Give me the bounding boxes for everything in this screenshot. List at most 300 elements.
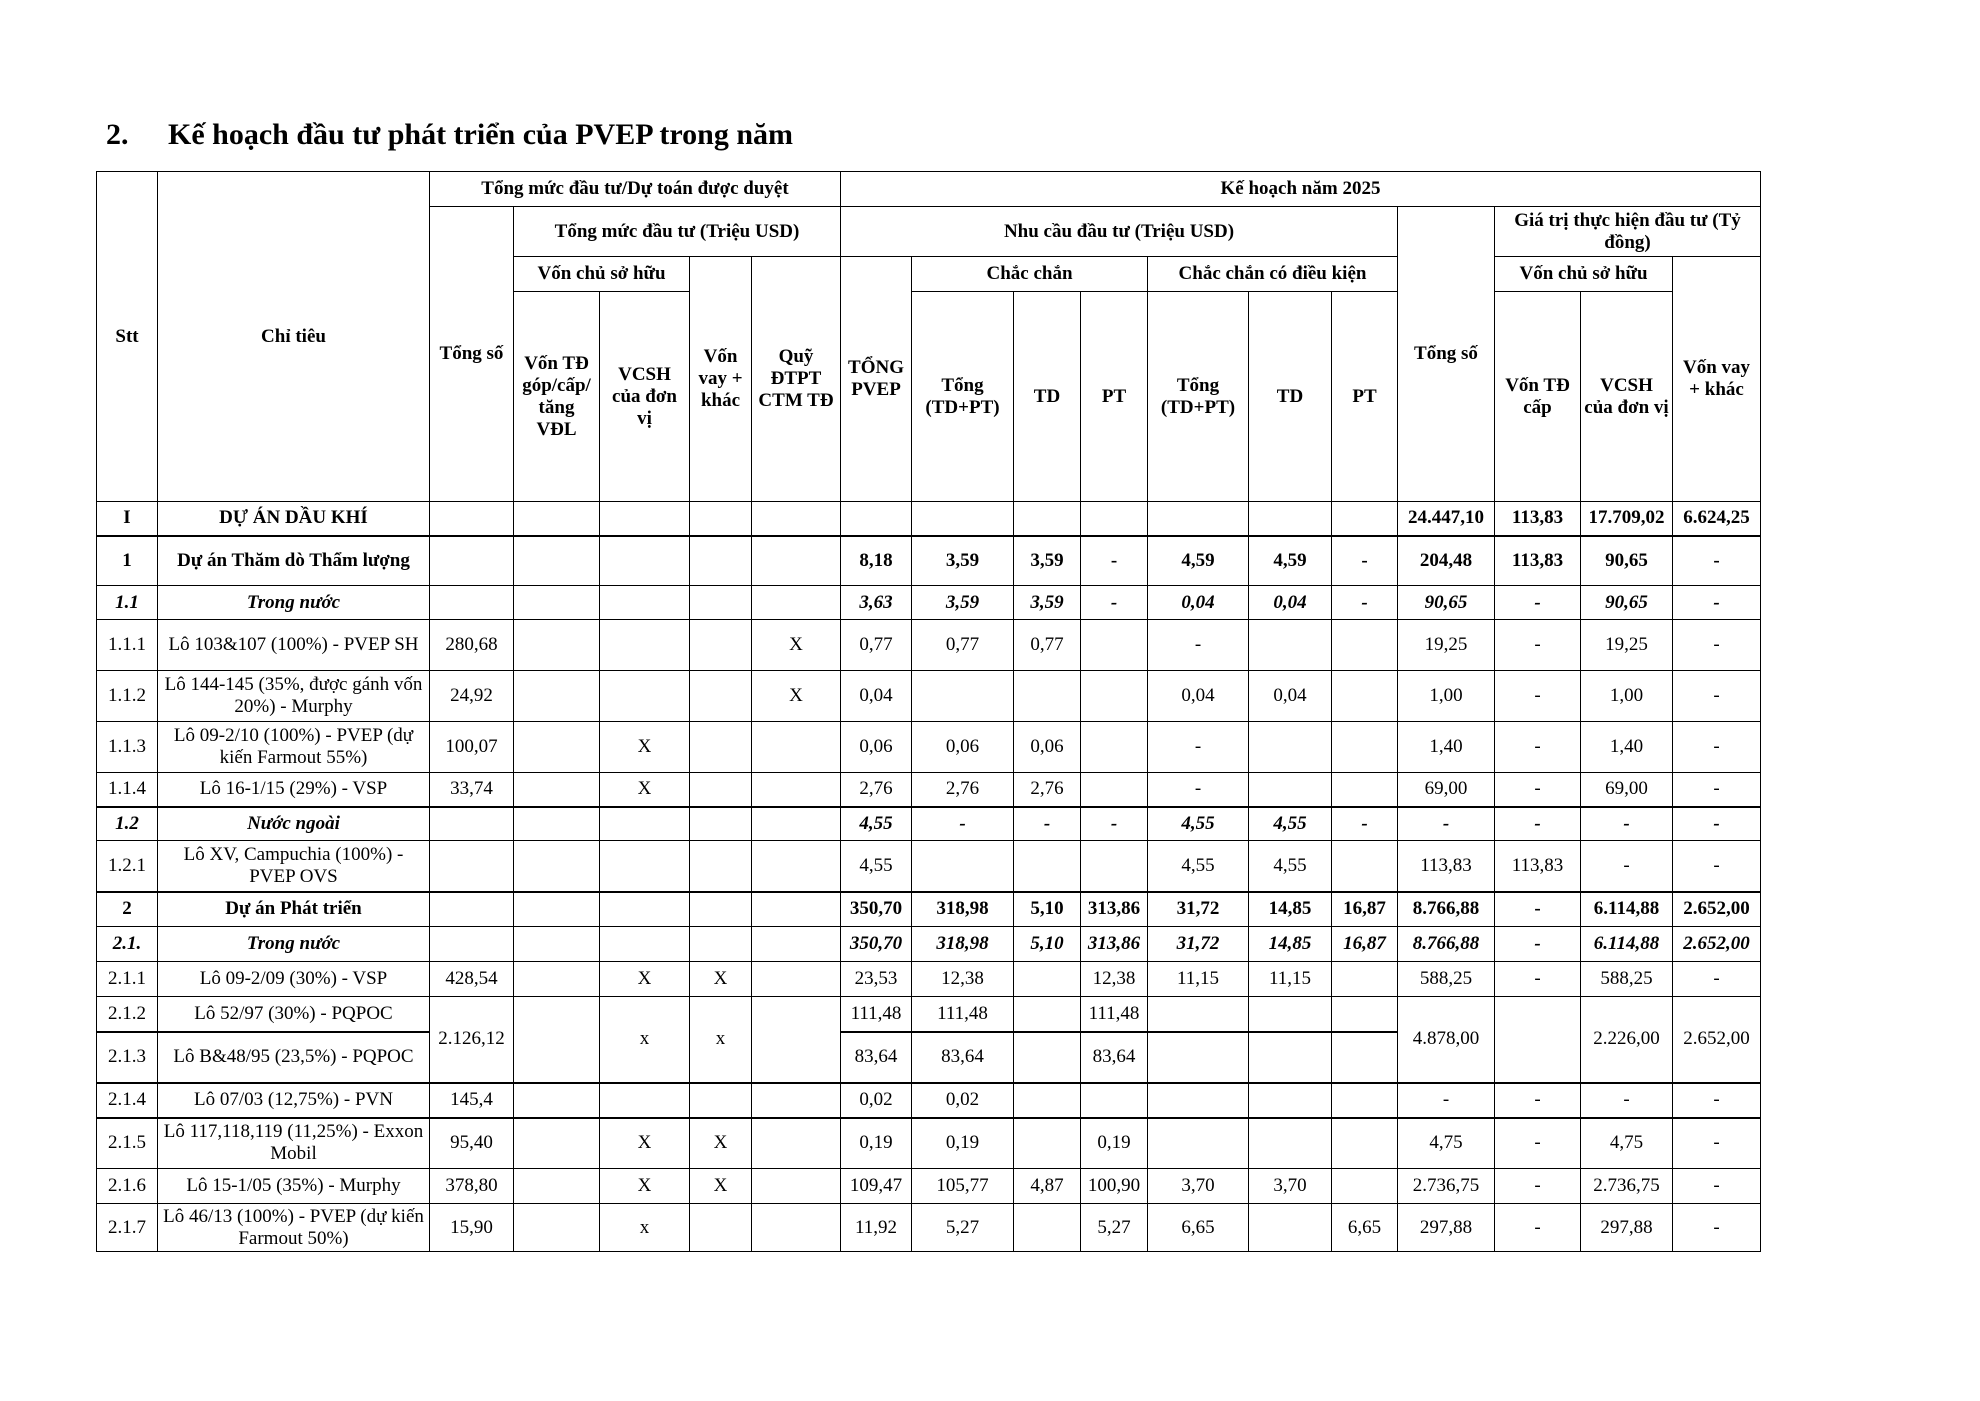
cell-cc-td [1014, 997, 1081, 1032]
cell-cc-pt: 0,19 [1081, 1118, 1148, 1169]
cell-ccdk-pt [1332, 1118, 1398, 1169]
cell-vcsh [600, 620, 690, 671]
cell-vay [690, 807, 752, 841]
cell-tong-so [430, 892, 514, 927]
cell-quy [752, 1169, 841, 1204]
cell-cc-pt [1081, 671, 1148, 722]
table-row [97, 807, 1761, 841]
cell-tong-so: 15,90 [430, 1204, 514, 1252]
cell-von-td [514, 1083, 600, 1118]
cell-cc-tong: 318,98 [912, 927, 1014, 962]
cell-vay [690, 586, 752, 620]
cell-tong-pvep: 111,48 [841, 997, 912, 1032]
cell-tong-pvep: 4,55 [841, 807, 912, 841]
header-chac-chan: Chắc chắn [912, 257, 1148, 292]
cell-tong-so [430, 536, 514, 586]
cell-cc-pt: 111,48 [1081, 997, 1148, 1032]
cell-tong-so: 428,54 [430, 962, 514, 997]
cell-ccdk-pt [1332, 773, 1398, 807]
cell-tong-so [430, 586, 514, 620]
cell-quy [752, 722, 841, 773]
cell-ccdk-tong [1148, 997, 1249, 1032]
cell-cc-pt: 313,86 [1081, 892, 1148, 927]
header-chi-tieu: Chỉ tiêu [158, 172, 430, 502]
cell-ccdk-pt [1332, 671, 1398, 722]
cell-tong-so [430, 502, 514, 536]
cell-vcsh [600, 807, 690, 841]
cell-tong-pvep: 23,53 [841, 962, 912, 997]
cell-stt: 2.1.6 [97, 1169, 158, 1204]
cell-tong-so: 100,07 [430, 722, 514, 773]
header-tong-pvep: TỔNG PVEP [841, 257, 912, 502]
header-ccdk-pt: PT [1332, 292, 1398, 502]
cell-cc-tong: 12,38 [912, 962, 1014, 997]
cell-ccdk-pt: 16,87 [1332, 927, 1398, 962]
cell-vay [690, 1204, 752, 1252]
cell-kh-tong: 8.766,88 [1398, 927, 1495, 962]
cell-quy [752, 807, 841, 841]
table-row [97, 502, 1761, 536]
cell-name: Lô 117,118,119 (11,25%) - Exxon Mobil [158, 1118, 430, 1169]
table-row [97, 722, 1761, 773]
cell-cc-pt: 5,27 [1081, 1204, 1148, 1252]
cell-ccdk-pt: 6,65 [1332, 1204, 1398, 1252]
cell-kh-vay: - [1673, 586, 1761, 620]
cell-ccdk-pt [1332, 502, 1398, 536]
cell-cc-td [1014, 1083, 1081, 1118]
cell-von-td [514, 1204, 600, 1252]
cell-von-td [514, 1169, 600, 1204]
cell-cc-tong: 111,48 [912, 997, 1014, 1032]
cell-kh-tong: 297,88 [1398, 1204, 1495, 1252]
cell-quy [752, 927, 841, 962]
cell-vay: X [690, 1118, 752, 1169]
cell-kh-tong: 19,25 [1398, 620, 1495, 671]
cell-kh-tong: - [1398, 807, 1495, 841]
cell-cc-pt [1081, 722, 1148, 773]
cell-ccdk-td [1249, 1118, 1332, 1169]
cell-ccdk-td [1249, 1083, 1332, 1118]
cell-tong-pvep: 4,55 [841, 841, 912, 892]
cell-kh-vcsh: 1,40 [1581, 722, 1673, 773]
cell-quy [752, 1118, 841, 1169]
table-header [97, 172, 1761, 502]
table-row [97, 962, 1761, 997]
cell-vay: X [690, 962, 752, 997]
cell-cc-td [1014, 671, 1081, 722]
cell-kh-von-td: - [1495, 807, 1581, 841]
cell-kh-tong: 113,83 [1398, 841, 1495, 892]
cell-kh-vcsh: 69,00 [1581, 773, 1673, 807]
cell-kh-vay: - [1673, 1118, 1761, 1169]
table-row [97, 997, 1761, 1032]
cell-tong-so [430, 807, 514, 841]
cell-ccdk-tong: 0,04 [1148, 586, 1249, 620]
cell-kh-von-td: - [1495, 586, 1581, 620]
cell-vay: X [690, 1169, 752, 1204]
cell-kh-tong: 588,25 [1398, 962, 1495, 997]
cell-kh-von-td: - [1495, 1204, 1581, 1252]
table-row [97, 1169, 1761, 1204]
cell-ccdk-tong: 31,72 [1148, 892, 1249, 927]
cell-name: Lô 15-1/05 (35%) - Murphy [158, 1169, 430, 1204]
header-tong-so-kh: Tổng số [1398, 207, 1495, 502]
cell-vcsh [600, 586, 690, 620]
cell-stt: 1.1.1 [97, 620, 158, 671]
header-von-chu-so-huu-kh: Vốn chủ sở hữu [1495, 257, 1673, 292]
cell-kh-vcsh: 2.736,75 [1581, 1169, 1673, 1204]
header-nhu-cau-usd: Nhu cầu đầu tư (Triệu USD) [841, 207, 1398, 257]
cell-tong-so: 95,40 [430, 1118, 514, 1169]
cell-ccdk-pt [1332, 841, 1398, 892]
cell-kh-von-td: - [1495, 927, 1581, 962]
cell-kh-vay: - [1673, 536, 1761, 586]
cell-kh-von-td [1495, 997, 1581, 1083]
cell-name: Lô 46/13 (100%) - PVEP (dự kiến Farmout 50%) [158, 1204, 430, 1252]
cell-cc-tong: 3,59 [912, 536, 1014, 586]
cell-kh-vay: - [1673, 671, 1761, 722]
cell-cc-td: 3,59 [1014, 536, 1081, 586]
cell-vcsh: X [600, 722, 690, 773]
cell-quy [752, 1204, 841, 1252]
cell-cc-pt [1081, 620, 1148, 671]
cell-cc-tong: 105,77 [912, 1169, 1014, 1204]
cell-ccdk-tong [1148, 502, 1249, 536]
cell-ccdk-td [1249, 502, 1332, 536]
cell-vcsh [600, 841, 690, 892]
cell-kh-vay: 2.652,00 [1673, 892, 1761, 927]
cell-ccdk-td [1249, 773, 1332, 807]
cell-kh-von-td: - [1495, 671, 1581, 722]
cell-tong-pvep: 2,76 [841, 773, 912, 807]
cell-stt: I [97, 502, 158, 536]
cell-cc-pt [1081, 773, 1148, 807]
cell-vcsh: x [600, 1204, 690, 1252]
cell-kh-vcsh: 588,25 [1581, 962, 1673, 997]
cell-stt: 1.1.4 [97, 773, 158, 807]
cell-ccdk-pt: - [1332, 807, 1398, 841]
header-cc-tong: Tổng (TD+PT) [912, 292, 1014, 502]
cell-tong-pvep: 3,63 [841, 586, 912, 620]
cell-von-td [514, 671, 600, 722]
cell-ccdk-tong: - [1148, 773, 1249, 807]
cell-quy [752, 1083, 841, 1118]
cell-cc-td: 0,06 [1014, 722, 1081, 773]
cell-stt: 2 [97, 892, 158, 927]
header-von-vay-khac: Vốn vay + khác [690, 257, 752, 502]
cell-name: Lô 103&107 (100%) - PVEP SH [158, 620, 430, 671]
cell-ccdk-tong: 31,72 [1148, 927, 1249, 962]
cell-cc-tong: 2,76 [912, 773, 1014, 807]
cell-vcsh [600, 927, 690, 962]
cell-name: Lô 09-2/09 (30%) - VSP [158, 962, 430, 997]
table-row [97, 671, 1761, 722]
header-von-chu-so-huu: Vốn chủ sở hữu [514, 257, 690, 292]
cell-cc-tong: 0,19 [912, 1118, 1014, 1169]
cell-cc-td: 0,77 [1014, 620, 1081, 671]
cell-kh-tong: 69,00 [1398, 773, 1495, 807]
cell-ccdk-pt [1332, 722, 1398, 773]
cell-ccdk-td: 0,04 [1249, 586, 1332, 620]
header-ke-hoach: Kế hoạch năm 2025 [841, 172, 1761, 207]
cell-cc-tong: 5,27 [912, 1204, 1014, 1252]
cell-kh-vay: - [1673, 807, 1761, 841]
cell-tong-so: 2.126,12 [430, 997, 514, 1083]
table-row [97, 620, 1761, 671]
table-body [97, 502, 1761, 1252]
cell-vay [690, 892, 752, 927]
cell-vay [690, 536, 752, 586]
cell-kh-von-td: - [1495, 773, 1581, 807]
cell-stt: 2.1. [97, 927, 158, 962]
cell-ccdk-pt [1332, 1083, 1398, 1118]
cell-cc-tong [912, 671, 1014, 722]
cell-cc-td [1014, 1204, 1081, 1252]
cell-name: Lô 16-1/15 (29%) - VSP [158, 773, 430, 807]
header-quy-dtpt: Quỹ ĐTPT CTM TĐ [752, 257, 841, 502]
cell-vay [690, 927, 752, 962]
cell-vcsh [600, 502, 690, 536]
cell-kh-tong: - [1398, 1083, 1495, 1118]
cell-cc-tong: 83,64 [912, 1032, 1014, 1083]
cell-cc-tong: - [912, 807, 1014, 841]
cell-ccdk-td [1249, 1204, 1332, 1252]
cell-cc-tong [912, 502, 1014, 536]
cell-ccdk-tong: 6,65 [1148, 1204, 1249, 1252]
header-tong-so: Tổng số [430, 207, 514, 502]
cell-von-td [514, 807, 600, 841]
header-ccdk-td: TD [1249, 292, 1332, 502]
cell-kh-von-td: - [1495, 962, 1581, 997]
cell-ccdk-pt: 16,87 [1332, 892, 1398, 927]
cell-cc-tong: 0,77 [912, 620, 1014, 671]
cell-stt: 2.1.5 [97, 1118, 158, 1169]
cell-vcsh [600, 1083, 690, 1118]
cell-quy [752, 586, 841, 620]
header-tong-muc-du-toan: Tổng mức đầu tư/Dự toán được duyệt [430, 172, 841, 207]
cell-quy [752, 536, 841, 586]
cell-kh-vcsh: 90,65 [1581, 536, 1673, 586]
cell-cc-pt: 100,90 [1081, 1169, 1148, 1204]
cell-name: Lô 09-2/10 (100%) - PVEP (dự kiến Farmout 55%) [158, 722, 430, 773]
cell-ccdk-td [1249, 620, 1332, 671]
cell-quy [752, 997, 841, 1083]
cell-tong-pvep: 350,70 [841, 927, 912, 962]
cell-cc-td: 4,87 [1014, 1169, 1081, 1204]
cell-tong-pvep: 0,02 [841, 1083, 912, 1118]
cell-kh-vcsh: 6.114,88 [1581, 927, 1673, 962]
cell-ccdk-pt: - [1332, 586, 1398, 620]
cell-kh-vay: - [1673, 1083, 1761, 1118]
cell-ccdk-td: 0,04 [1249, 671, 1332, 722]
cell-name: DỰ ÁN DẦU KHÍ [158, 502, 430, 536]
cell-kh-vcsh: - [1581, 1083, 1673, 1118]
cell-vay [690, 1083, 752, 1118]
cell-ccdk-tong: - [1148, 620, 1249, 671]
cell-ccdk-td: 14,85 [1249, 927, 1332, 962]
cell-name: Lô 07/03 (12,75%) - PVN [158, 1083, 430, 1118]
cell-von-td [514, 997, 600, 1083]
section-number: 2. [106, 118, 129, 151]
cell-name: Dự án Thăm dò Thẩm lượng [158, 536, 430, 586]
cell-ccdk-tong: 11,15 [1148, 962, 1249, 997]
cell-tong-pvep: 0,19 [841, 1118, 912, 1169]
cell-stt: 1.2.1 [97, 841, 158, 892]
cell-stt: 2.1.2 [97, 997, 158, 1032]
cell-ccdk-pt [1332, 1169, 1398, 1204]
cell-von-td [514, 962, 600, 997]
cell-ccdk-td: 3,70 [1249, 1169, 1332, 1204]
table-row [97, 536, 1761, 586]
cell-vay [690, 620, 752, 671]
table-row [97, 586, 1761, 620]
table-row [97, 1204, 1761, 1252]
cell-tong-pvep: 11,92 [841, 1204, 912, 1252]
header-stt: Stt [97, 172, 158, 502]
cell-ccdk-tong: 4,59 [1148, 536, 1249, 586]
cell-stt: 2.1.7 [97, 1204, 158, 1252]
cell-name: Lô B&48/95 (23,5%) - PQPOC [158, 1032, 430, 1083]
cell-kh-von-td: - [1495, 1118, 1581, 1169]
cell-von-td [514, 841, 600, 892]
cell-kh-von-td: - [1495, 1169, 1581, 1204]
cell-cc-pt: 83,64 [1081, 1032, 1148, 1083]
cell-kh-tong: 8.766,88 [1398, 892, 1495, 927]
cell-tong-pvep: 8,18 [841, 536, 912, 586]
cell-vcsh: X [600, 962, 690, 997]
cell-vcsh: X [600, 1118, 690, 1169]
cell-stt: 2.1.4 [97, 1083, 158, 1118]
cell-tong-so: 24,92 [430, 671, 514, 722]
cell-ccdk-tong: 4,55 [1148, 807, 1249, 841]
cell-cc-td [1014, 1118, 1081, 1169]
cell-cc-td [1014, 962, 1081, 997]
cell-kh-vcsh: 1,00 [1581, 671, 1673, 722]
cell-kh-von-td: - [1495, 892, 1581, 927]
cell-kh-von-td: 113,83 [1495, 502, 1581, 536]
header-chac-chan-dk: Chắc chắn có điều kiện [1148, 257, 1398, 292]
cell-ccdk-pt [1332, 997, 1398, 1032]
cell-kh-vay: - [1673, 773, 1761, 807]
cell-von-td [514, 1118, 600, 1169]
header-cc-pt: PT [1081, 292, 1148, 502]
cell-quy [752, 841, 841, 892]
cell-vcsh [600, 892, 690, 927]
cell-cc-td: - [1014, 807, 1081, 841]
cell-kh-von-td: - [1495, 1083, 1581, 1118]
cell-vcsh: x [600, 997, 690, 1083]
cell-cc-td: 5,10 [1014, 892, 1081, 927]
cell-cc-td [1014, 1032, 1081, 1083]
cell-von-td [514, 722, 600, 773]
cell-tong-pvep: 0,06 [841, 722, 912, 773]
cell-kh-vcsh: - [1581, 807, 1673, 841]
cell-kh-tong: 4,75 [1398, 1118, 1495, 1169]
cell-ccdk-td: 4,59 [1249, 536, 1332, 586]
cell-kh-tong: 90,65 [1398, 586, 1495, 620]
cell-vcsh: X [600, 773, 690, 807]
table-row [97, 1118, 1761, 1169]
cell-von-td [514, 586, 600, 620]
cell-cc-pt: 12,38 [1081, 962, 1148, 997]
cell-cc-tong [912, 841, 1014, 892]
cell-kh-vcsh: 6.114,88 [1581, 892, 1673, 927]
investment-plan-table [96, 171, 1761, 1252]
cell-von-td [514, 536, 600, 586]
table-row [97, 1083, 1761, 1118]
cell-cc-pt [1081, 1083, 1148, 1118]
cell-tong-so: 378,80 [430, 1169, 514, 1204]
cell-vay [690, 773, 752, 807]
cell-kh-vcsh: 90,65 [1581, 586, 1673, 620]
header-vcsh-don-vi-kh: VCSH của đơn vị [1581, 292, 1673, 502]
cell-stt: 1.1 [97, 586, 158, 620]
cell-kh-von-td: 113,83 [1495, 536, 1581, 586]
header-ccdk-tong: Tổng (TD+PT) [1148, 292, 1249, 502]
cell-tong-pvep: 0,04 [841, 671, 912, 722]
cell-ccdk-td: 4,55 [1249, 807, 1332, 841]
cell-ccdk-tong: 3,70 [1148, 1169, 1249, 1204]
cell-von-td [514, 773, 600, 807]
table-row [97, 841, 1761, 892]
cell-tong-so: 280,68 [430, 620, 514, 671]
cell-ccdk-tong [1148, 1118, 1249, 1169]
cell-cc-pt: - [1081, 536, 1148, 586]
cell-kh-vcsh: 17.709,02 [1581, 502, 1673, 536]
cell-cc-pt: - [1081, 807, 1148, 841]
header-tong-muc-usd: Tổng mức đầu tư (Triệu USD) [514, 207, 841, 257]
cell-vay [690, 841, 752, 892]
cell-vay [690, 502, 752, 536]
cell-vay: x [690, 997, 752, 1083]
cell-cc-td [1014, 502, 1081, 536]
cell-stt: 1.2 [97, 807, 158, 841]
cell-ccdk-td [1249, 1032, 1332, 1083]
cell-kh-von-td: 113,83 [1495, 841, 1581, 892]
cell-cc-td: 5,10 [1014, 927, 1081, 962]
cell-ccdk-pt: - [1332, 536, 1398, 586]
cell-cc-tong: 0,06 [912, 722, 1014, 773]
cell-kh-vay: - [1673, 722, 1761, 773]
cell-kh-vcsh: - [1581, 841, 1673, 892]
cell-tong-so: 33,74 [430, 773, 514, 807]
cell-tong-pvep: 83,64 [841, 1032, 912, 1083]
cell-von-td [514, 927, 600, 962]
cell-kh-vay: - [1673, 1204, 1761, 1252]
cell-kh-tong: 4.878,00 [1398, 997, 1495, 1083]
cell-ccdk-pt [1332, 1032, 1398, 1083]
cell-stt: 1 [97, 536, 158, 586]
cell-ccdk-td: 11,15 [1249, 962, 1332, 997]
cell-kh-vcsh: 19,25 [1581, 620, 1673, 671]
cell-name: Lô 52/97 (30%) - PQPOC [158, 997, 430, 1032]
cell-ccdk-tong: 4,55 [1148, 841, 1249, 892]
cell-name: Nước ngoài [158, 807, 430, 841]
cell-ccdk-tong: - [1148, 722, 1249, 773]
cell-ccdk-pt [1332, 620, 1398, 671]
cell-kh-von-td: - [1495, 722, 1581, 773]
header-gia-tri-thuc-hien: Giá trị thực hiện đầu tư (Tỷ đồng) [1495, 207, 1761, 257]
cell-stt: 2.1.1 [97, 962, 158, 997]
cell-von-td [514, 620, 600, 671]
cell-kh-vay: 2.652,00 [1673, 997, 1761, 1083]
cell-ccdk-tong: 0,04 [1148, 671, 1249, 722]
cell-kh-vcsh: 2.226,00 [1581, 997, 1673, 1083]
cell-vay [690, 722, 752, 773]
cell-stt: 2.1.3 [97, 1032, 158, 1083]
cell-quy [752, 502, 841, 536]
header-von-vay-khac-kh: Vốn vay + khác [1673, 257, 1761, 502]
